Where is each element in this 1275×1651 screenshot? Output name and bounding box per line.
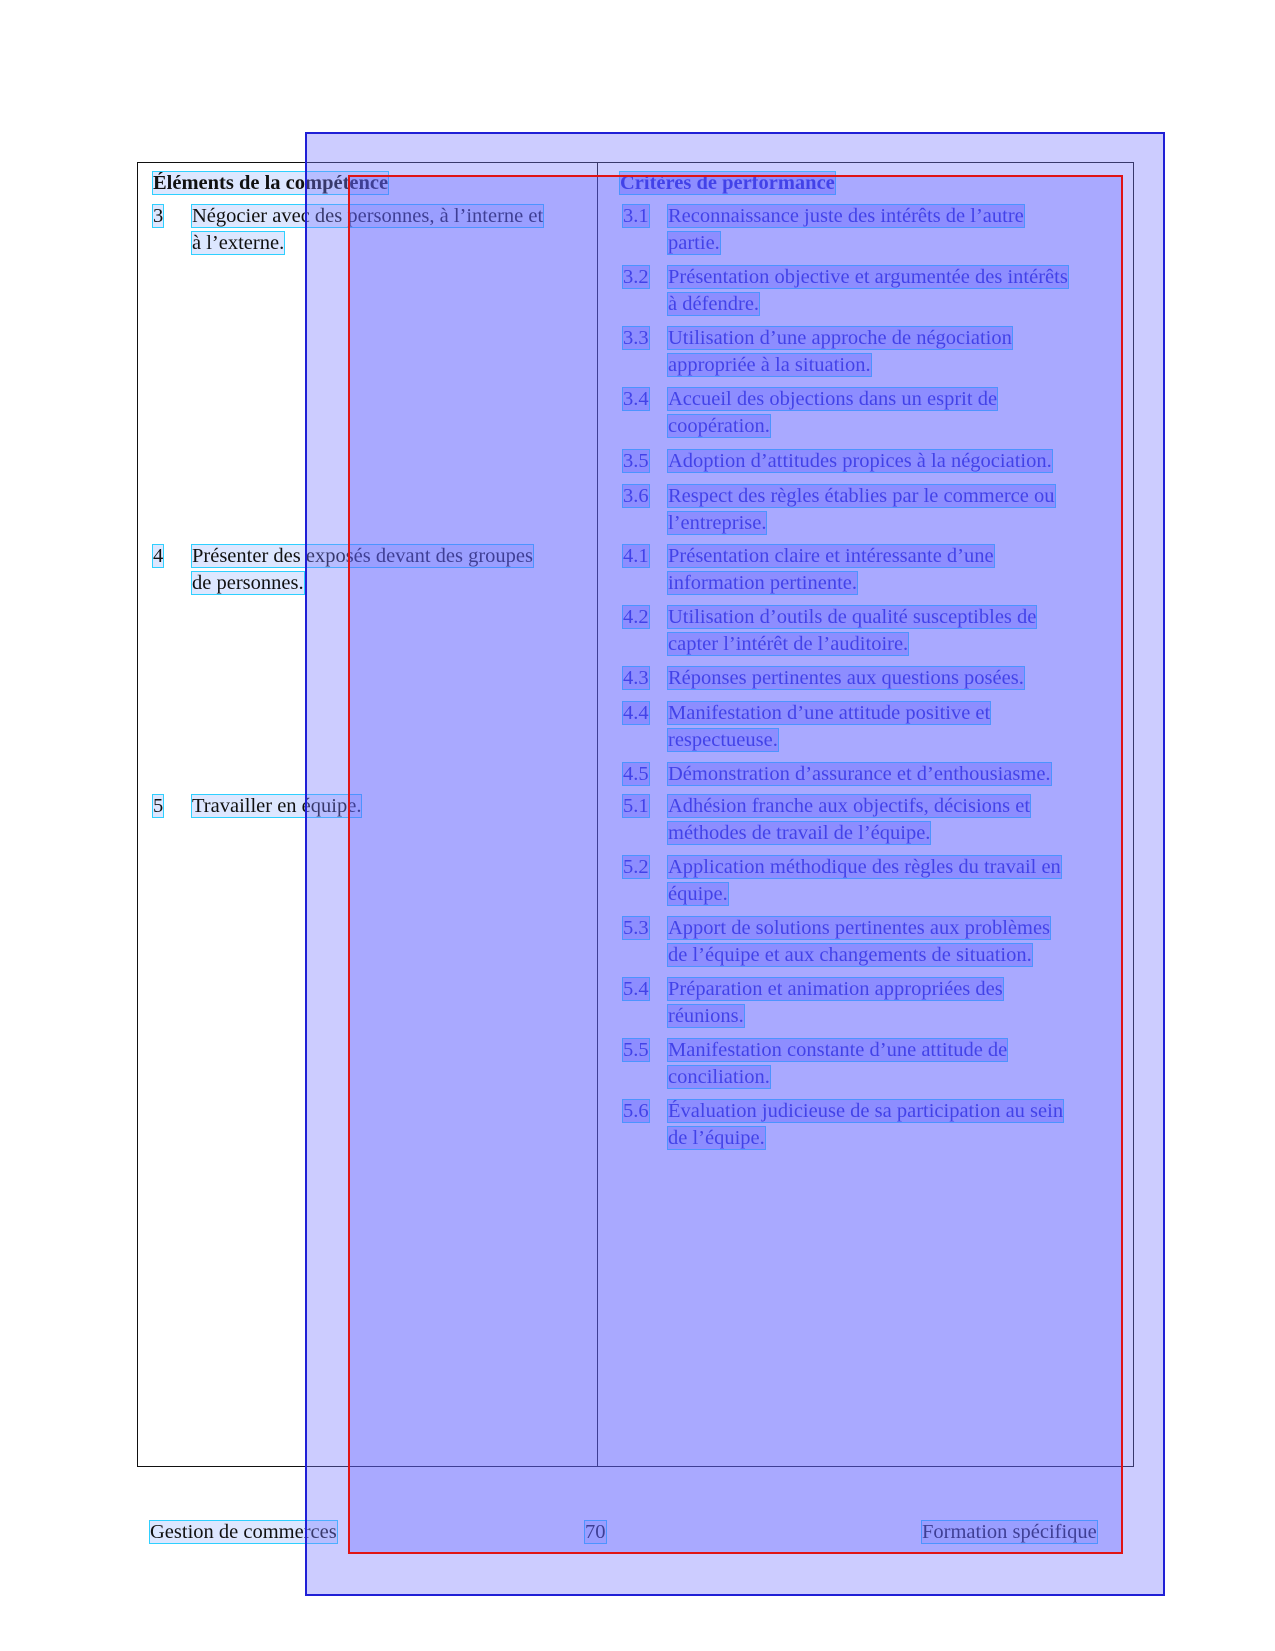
criterion-text: Utilisation d’une approche de négociation: [668, 327, 1012, 349]
criterion-text: capter l’intérêt de l’auditoire.: [668, 633, 909, 655]
criterion-number: 4.3: [623, 667, 649, 689]
criterion-text: respectueuse.: [668, 729, 778, 751]
criterion-text: Présentation claire et intéressante d’une: [668, 545, 994, 567]
criterion-text: Reconnaissance juste des intérêts de l’autre: [668, 205, 1024, 227]
criterion-number: 3.4: [623, 388, 649, 410]
criterion-text: réunions.: [668, 1005, 744, 1027]
criterion-text: l’entreprise.: [668, 512, 767, 534]
criterion-text: appropriée à la situation.: [668, 354, 871, 376]
criterion-text: Apport de solutions pertinentes aux problèmes: [668, 917, 1051, 939]
criterion-number: 5.2: [623, 856, 649, 878]
criterion-text: Réponses pertinentes aux questions posées.: [668, 667, 1024, 689]
criterion-number: 5.3: [623, 917, 649, 939]
criterion-text: Respect des règles établies par le commerce ou: [668, 485, 1055, 507]
criterion-text: Manifestation d’une attitude positive et: [668, 702, 991, 724]
criterion-text: à défendre.: [668, 293, 760, 315]
criterion-text: Adhésion franche aux objectifs, décisions et: [668, 795, 1031, 817]
criterion-text: information pertinente.: [668, 572, 857, 594]
header-criteria: Critères de performance: [620, 172, 835, 194]
footer-right: Formation spécifique: [922, 1521, 1097, 1543]
header-elements: Éléments de la compétence: [153, 172, 389, 194]
criterion-number: 3.5: [623, 450, 649, 472]
element-number: 4: [153, 545, 164, 567]
element-text: de personnes.: [192, 572, 304, 594]
criterion-text: Préparation et animation appropriées des: [668, 978, 1003, 1000]
criterion-number: 5.1: [623, 795, 649, 817]
element-text: Travailler en équipe.: [192, 795, 362, 817]
criterion-text: méthodes de travail de l’équipe.: [668, 822, 931, 844]
criterion-text: Manifestation constante d’une attitude de: [668, 1039, 1008, 1061]
footer-left: Gestion de commerces: [150, 1521, 337, 1543]
criterion-text: Accueil des objections dans un esprit de: [668, 388, 998, 410]
criterion-number: 4.2: [623, 606, 649, 628]
criterion-text: Évaluation judicieuse de sa participation au sein: [668, 1100, 1064, 1122]
criterion-text: Adoption d’attitudes propices à la négociation.: [668, 450, 1052, 472]
criterion-text: Utilisation d’outils de qualité susceptibles de: [668, 606, 1037, 628]
criterion-text: coopération.: [668, 415, 770, 437]
criterion-text: de l’équipe et aux changements de situation.: [668, 944, 1032, 966]
criterion-number: 3.6: [623, 485, 649, 507]
element-text: à l’externe.: [192, 232, 285, 254]
criterion-number: 5.6: [623, 1100, 649, 1122]
page-number: 70: [585, 1521, 606, 1543]
criterion-number: 5.4: [623, 978, 649, 1000]
criterion-text: Présentation objective et argumentée des intérêts: [668, 266, 1068, 288]
criterion-number: 5.5: [623, 1039, 649, 1061]
criterion-text: partie.: [668, 232, 720, 254]
criterion-number: 3.1: [623, 205, 649, 227]
criterion-text: Démonstration d’assurance et d’enthousiasme.: [668, 763, 1051, 785]
criterion-number: 3.2: [623, 266, 649, 288]
element-number: 3: [153, 205, 164, 227]
criterion-number: 4.4: [623, 702, 649, 724]
criterion-number: 3.3: [623, 327, 649, 349]
criterion-text: équipe.: [668, 883, 728, 905]
criterion-number: 4.5: [623, 763, 649, 785]
element-number: 5: [153, 795, 164, 817]
selection-overlay-inner: [348, 175, 1123, 1554]
element-text: Négocier avec des personnes, à l’interne et: [192, 205, 544, 227]
criterion-text: conciliation.: [668, 1066, 770, 1088]
element-text: Présenter des exposés devant des groupes: [192, 545, 534, 567]
criterion-text: de l’équipe.: [668, 1127, 765, 1149]
criterion-text: Application méthodique des règles du travail en: [668, 856, 1061, 878]
criterion-number: 4.1: [623, 545, 649, 567]
